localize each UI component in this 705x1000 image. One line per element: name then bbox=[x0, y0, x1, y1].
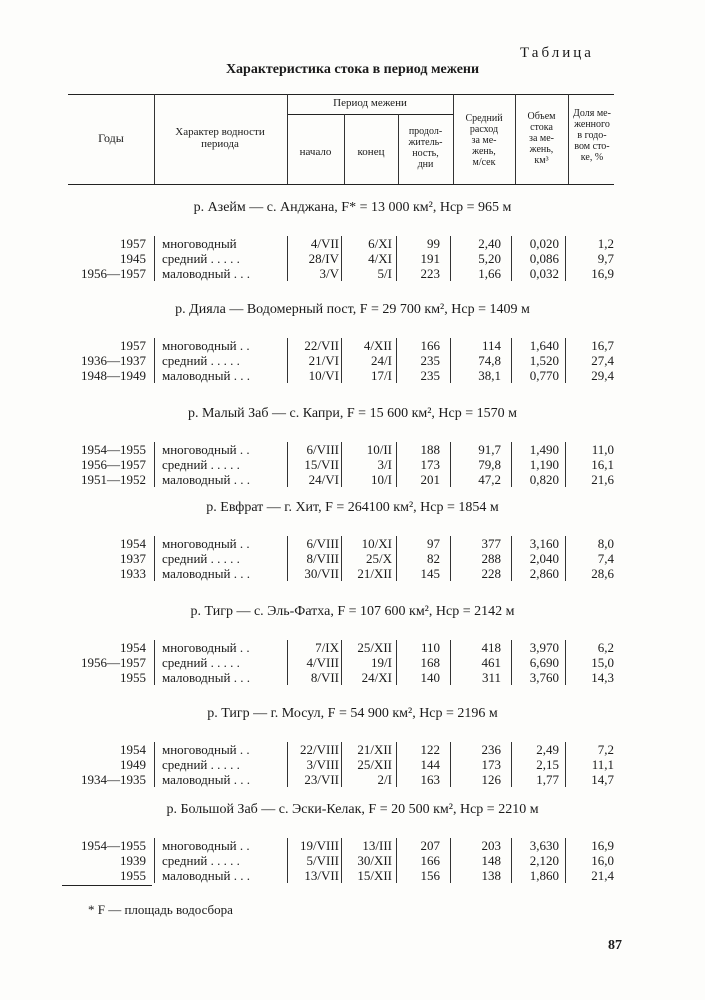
cell-share: 15,0 bbox=[591, 655, 614, 670]
cell-year: 1945 bbox=[120, 251, 146, 266]
column-divider bbox=[396, 742, 397, 787]
cell-year: 1954—1955 bbox=[81, 838, 146, 853]
cell-year: 1937 bbox=[120, 551, 146, 566]
cell-start: 3/V bbox=[319, 266, 339, 281]
cell-days: 163 bbox=[420, 772, 440, 787]
cell-end: 6/XI bbox=[368, 236, 392, 251]
cell-end: 24/XI bbox=[361, 670, 392, 685]
column-divider bbox=[396, 640, 397, 685]
cell-days: 99 bbox=[427, 236, 440, 251]
cell-end: 24/I bbox=[371, 353, 392, 368]
cell-char: многоводный . . bbox=[162, 536, 250, 551]
cell-share: 7,4 bbox=[597, 551, 614, 566]
cell-days: 166 bbox=[420, 853, 440, 868]
cell-end: 21/XII bbox=[357, 742, 392, 757]
cell-year: 1934—1935 bbox=[81, 772, 146, 787]
cell-end: 2/I bbox=[377, 772, 392, 787]
cell-vol: 0,770 bbox=[529, 368, 559, 383]
column-divider bbox=[396, 536, 397, 581]
cell-flow: 148 bbox=[481, 853, 501, 868]
cell-year: 1955 bbox=[120, 868, 146, 883]
column-divider bbox=[565, 640, 566, 685]
cell-flow: 138 bbox=[481, 868, 501, 883]
cell-start: 23/VII bbox=[304, 772, 339, 787]
cell-char: многоводный . . bbox=[162, 742, 250, 757]
column-divider bbox=[154, 236, 155, 281]
cell-days: 156 bbox=[420, 868, 440, 883]
cell-year: 1954 bbox=[120, 640, 146, 655]
cell-share: 11,1 bbox=[591, 757, 614, 772]
cell-flow: 38,1 bbox=[478, 368, 501, 383]
cell-share: 6,2 bbox=[597, 640, 614, 655]
cell-year: 1951—1952 bbox=[81, 472, 146, 487]
cell-char: многоводный . . bbox=[162, 640, 250, 655]
cell-char: средний . . . . . bbox=[162, 251, 240, 266]
cell-year: 1956—1957 bbox=[81, 655, 146, 670]
column-divider bbox=[341, 338, 342, 383]
cell-year: 1956—1957 bbox=[81, 457, 146, 472]
cell-char: маловодный . . . bbox=[162, 566, 250, 581]
cell-year: 1948—1949 bbox=[81, 368, 146, 383]
river-heading: р. Тигр — с. Эль-Фатха, F = 107 600 км², Hср = 2142 м bbox=[190, 604, 515, 619]
header-start: начало bbox=[299, 146, 332, 158]
cell-year: 1956—1957 bbox=[81, 266, 146, 281]
page-number: 87 bbox=[608, 938, 622, 953]
cell-char: средний . . . . . bbox=[162, 853, 240, 868]
cell-days: 144 bbox=[420, 757, 440, 772]
cell-end: 13/III bbox=[362, 838, 392, 853]
cell-start: 22/VIII bbox=[300, 742, 339, 757]
cell-vol: 3,760 bbox=[529, 670, 559, 685]
header-divider bbox=[154, 94, 155, 184]
cell-days: 168 bbox=[420, 655, 440, 670]
river-heading: р. Евфрат — г. Хит, F = 264100 км², Hср = 1854 м bbox=[206, 500, 499, 515]
cell-char: средний . . . . . bbox=[162, 353, 240, 368]
cell-vol: 6,690 bbox=[529, 655, 559, 670]
cell-end: 25/XII bbox=[357, 757, 392, 772]
cell-days: 207 bbox=[420, 838, 440, 853]
column-divider bbox=[511, 838, 512, 883]
cell-start: 10/VI bbox=[308, 368, 339, 383]
cell-year: 1954 bbox=[120, 536, 146, 551]
cell-share: 16,0 bbox=[591, 853, 614, 868]
cell-char: многоводный bbox=[162, 236, 237, 251]
cell-days: 166 bbox=[420, 338, 440, 353]
column-divider bbox=[565, 536, 566, 581]
cell-flow: 74,8 bbox=[478, 353, 501, 368]
column-divider bbox=[154, 536, 155, 581]
cell-start: 24/VI bbox=[308, 472, 339, 487]
cell-days: 122 bbox=[420, 742, 440, 757]
header-mean-flow: Средний расход за ме- жень, м/сек bbox=[465, 113, 503, 168]
cell-end: 4/XII bbox=[363, 338, 392, 353]
column-divider bbox=[154, 742, 155, 787]
column-divider bbox=[154, 838, 155, 883]
header-bottom-rule bbox=[68, 184, 614, 185]
cell-start: 4/VII bbox=[310, 236, 339, 251]
cell-flow: 2,40 bbox=[478, 236, 501, 251]
cell-days: 235 bbox=[420, 353, 440, 368]
cell-flow: 1,66 bbox=[478, 266, 501, 281]
cell-year: 1954—1955 bbox=[81, 442, 146, 457]
column-divider bbox=[341, 536, 342, 581]
header-duration: продол- житель- ность, дни bbox=[408, 126, 443, 170]
cell-share: 16,7 bbox=[591, 338, 614, 353]
cell-char: средний . . . . . bbox=[162, 655, 240, 670]
river-heading: р. Малый Заб — с. Капри, F = 15 600 км², Hср = 1570 м bbox=[187, 406, 518, 421]
cell-vol: 0,086 bbox=[529, 251, 559, 266]
cell-vol: 3,970 bbox=[529, 640, 559, 655]
cell-char: многоводный . . bbox=[162, 442, 250, 457]
column-divider bbox=[511, 640, 512, 685]
cell-share: 16,9 bbox=[591, 266, 614, 281]
column-divider bbox=[511, 338, 512, 383]
cell-flow: 203 bbox=[481, 838, 501, 853]
cell-end: 17/I bbox=[371, 368, 392, 383]
cell-year: 1957 bbox=[120, 236, 146, 251]
cell-share: 11,0 bbox=[591, 442, 614, 457]
cell-start: 8/VII bbox=[310, 670, 339, 685]
cell-start: 6/VIII bbox=[306, 536, 339, 551]
cell-vol: 1,77 bbox=[536, 772, 559, 787]
cell-vol: 1,520 bbox=[529, 353, 559, 368]
cell-char: маловодный . . . bbox=[162, 670, 250, 685]
cell-vol: 3,160 bbox=[529, 536, 559, 551]
cell-start: 15/VII bbox=[304, 457, 339, 472]
cell-year: 1949 bbox=[120, 757, 146, 772]
column-divider bbox=[511, 442, 512, 487]
cell-share: 8,0 bbox=[597, 536, 614, 551]
column-divider bbox=[450, 338, 451, 383]
cell-char: средний . . . . . bbox=[162, 757, 240, 772]
cell-start: 3/VIII bbox=[306, 757, 339, 772]
cell-start: 5/VIII bbox=[306, 853, 339, 868]
cell-end: 10/XI bbox=[361, 536, 392, 551]
cell-flow: 288 bbox=[481, 551, 501, 566]
river-heading: р. Тигр — г. Мосул, F = 54 900 км², Hср = 2196 м bbox=[207, 706, 498, 721]
river-heading: р. Дияла — Водомерный пост, F = 29 700 км², Hср = 1409 м bbox=[175, 302, 530, 317]
cell-start: 22/VII bbox=[304, 338, 339, 353]
footnote-rule bbox=[62, 885, 152, 886]
period-subrule bbox=[287, 114, 453, 115]
column-divider bbox=[565, 338, 566, 383]
cell-end: 10/I bbox=[371, 472, 392, 487]
cell-year: 1955 bbox=[120, 670, 146, 685]
cell-share: 14,7 bbox=[591, 772, 614, 787]
column-divider bbox=[450, 236, 451, 281]
cell-char: маловодный . . . bbox=[162, 868, 250, 883]
header-period: Период межени bbox=[333, 97, 407, 109]
column-divider bbox=[450, 838, 451, 883]
cell-days: 82 bbox=[427, 551, 440, 566]
column-divider bbox=[341, 838, 342, 883]
cell-vol: 1,190 bbox=[529, 457, 559, 472]
cell-vol: 2,860 bbox=[529, 566, 559, 581]
cell-vol: 0,032 bbox=[529, 266, 559, 281]
column-divider bbox=[565, 742, 566, 787]
column-divider bbox=[396, 236, 397, 281]
cell-share: 28,6 bbox=[591, 566, 614, 581]
cell-flow: 47,2 bbox=[478, 472, 501, 487]
table-title: Характеристика стока в период межени bbox=[225, 62, 480, 77]
cell-start: 4/VIII bbox=[306, 655, 339, 670]
cell-char: многоводный . . bbox=[162, 838, 250, 853]
column-divider bbox=[396, 442, 397, 487]
cell-share: 14,3 bbox=[591, 670, 614, 685]
cell-flow: 377 bbox=[481, 536, 501, 551]
cell-days: 145 bbox=[420, 566, 440, 581]
cell-vol: 0,820 bbox=[529, 472, 559, 487]
cell-share: 16,9 bbox=[591, 838, 614, 853]
cell-days: 201 bbox=[420, 472, 440, 487]
cell-year: 1939 bbox=[120, 853, 146, 868]
cell-flow: 114 bbox=[481, 338, 501, 353]
column-divider bbox=[154, 338, 155, 383]
cell-share: 7,2 bbox=[597, 742, 614, 757]
cell-days: 140 bbox=[420, 670, 440, 685]
cell-vol: 2,15 bbox=[536, 757, 559, 772]
column-divider bbox=[341, 640, 342, 685]
cell-end: 25/XII bbox=[357, 640, 392, 655]
cell-end: 5/I bbox=[377, 266, 392, 281]
cell-days: 173 bbox=[420, 457, 440, 472]
header-top-rule bbox=[68, 94, 614, 95]
cell-vol: 1,490 bbox=[529, 442, 559, 457]
column-divider bbox=[154, 640, 155, 685]
cell-flow: 461 bbox=[481, 655, 501, 670]
cell-share: 9,7 bbox=[597, 251, 614, 266]
cell-year: 1933 bbox=[120, 566, 146, 581]
cell-start: 19/VIII bbox=[300, 838, 339, 853]
cell-vol: 1,640 bbox=[529, 338, 559, 353]
cell-share: 21,4 bbox=[591, 868, 614, 883]
column-divider bbox=[565, 838, 566, 883]
header-character: Характер водности периода bbox=[175, 126, 265, 150]
cell-share: 27,4 bbox=[591, 353, 614, 368]
cell-start: 21/VI bbox=[308, 353, 339, 368]
cell-days: 110 bbox=[420, 640, 440, 655]
column-divider bbox=[396, 838, 397, 883]
column-divider bbox=[450, 536, 451, 581]
column-divider bbox=[396, 338, 397, 383]
cell-vol: 3,630 bbox=[529, 838, 559, 853]
cell-days: 191 bbox=[420, 251, 440, 266]
cell-vol: 2,120 bbox=[529, 853, 559, 868]
river-heading: р. Большой Заб — с. Эски-Келак, F = 20 500 км², Hср = 2210 м bbox=[166, 802, 539, 817]
cell-end: 21/XII bbox=[357, 566, 392, 581]
cell-vol: 0,020 bbox=[529, 236, 559, 251]
column-divider bbox=[511, 236, 512, 281]
column-divider bbox=[450, 742, 451, 787]
cell-flow: 173 bbox=[481, 757, 501, 772]
cell-end: 10/II bbox=[366, 442, 392, 457]
cell-char: маловодный . . . bbox=[162, 472, 250, 487]
cell-share: 16,1 bbox=[591, 457, 614, 472]
cell-start: 13/VII bbox=[304, 868, 339, 883]
column-divider bbox=[341, 442, 342, 487]
column-divider bbox=[511, 742, 512, 787]
cell-flow: 228 bbox=[481, 566, 501, 581]
cell-share: 1,2 bbox=[597, 236, 614, 251]
cell-days: 97 bbox=[427, 536, 440, 551]
cell-start: 30/VII bbox=[304, 566, 339, 581]
column-divider bbox=[565, 236, 566, 281]
column-divider bbox=[341, 742, 342, 787]
cell-end: 15/XII bbox=[357, 868, 392, 883]
column-divider bbox=[450, 442, 451, 487]
header-years: Годы bbox=[98, 131, 124, 145]
footnote: * F — площадь водосбора bbox=[88, 902, 233, 917]
column-divider bbox=[450, 640, 451, 685]
cell-vol: 1,860 bbox=[529, 868, 559, 883]
cell-start: 6/VIII bbox=[306, 442, 339, 457]
cell-end: 30/XII bbox=[357, 853, 392, 868]
cell-flow: 236 bbox=[481, 742, 501, 757]
cell-share: 29,4 bbox=[591, 368, 614, 383]
column-divider bbox=[341, 236, 342, 281]
cell-char: маловодный . . . bbox=[162, 772, 250, 787]
header-volume: Объем стока за ме- жень, км³ bbox=[527, 111, 556, 166]
table-label: Таблица bbox=[520, 45, 594, 61]
cell-days: 223 bbox=[420, 266, 440, 281]
cell-end: 4/XI bbox=[368, 251, 392, 266]
cell-flow: 91,7 bbox=[478, 442, 501, 457]
cell-char: средний . . . . . bbox=[162, 551, 240, 566]
cell-start: 7/IX bbox=[315, 640, 339, 655]
cell-flow: 418 bbox=[481, 640, 501, 655]
cell-days: 235 bbox=[420, 368, 440, 383]
cell-char: средний . . . . . bbox=[162, 457, 240, 472]
cell-start: 28/IV bbox=[308, 251, 339, 266]
cell-days: 188 bbox=[420, 442, 440, 457]
river-heading: р. Азейм — с. Анджана, F* = 13 000 км², Hср = 965 м bbox=[193, 200, 512, 215]
header-end: конец bbox=[357, 146, 385, 158]
cell-end: 3/I bbox=[377, 457, 392, 472]
cell-char: маловодный . . . bbox=[162, 266, 250, 281]
cell-flow: 5,20 bbox=[478, 251, 501, 266]
cell-end: 25/X bbox=[366, 551, 392, 566]
header-share: Доля ме- женного в годо- вом сто- ке, % bbox=[573, 108, 611, 163]
column-divider bbox=[511, 536, 512, 581]
cell-flow: 126 bbox=[481, 772, 501, 787]
cell-vol: 2,040 bbox=[529, 551, 559, 566]
column-divider bbox=[565, 442, 566, 487]
cell-start: 8/VIII bbox=[306, 551, 339, 566]
cell-char: маловодный . . . bbox=[162, 368, 250, 383]
cell-flow: 311 bbox=[481, 670, 501, 685]
cell-end: 19/I bbox=[371, 655, 392, 670]
cell-year: 1954 bbox=[120, 742, 146, 757]
cell-vol: 2,49 bbox=[536, 742, 559, 757]
cell-share: 21,6 bbox=[591, 472, 614, 487]
cell-char: многоводный . . bbox=[162, 338, 250, 353]
cell-year: 1936—1937 bbox=[81, 353, 146, 368]
cell-year: 1957 bbox=[120, 338, 146, 353]
cell-flow: 79,8 bbox=[478, 457, 501, 472]
column-divider bbox=[154, 442, 155, 487]
